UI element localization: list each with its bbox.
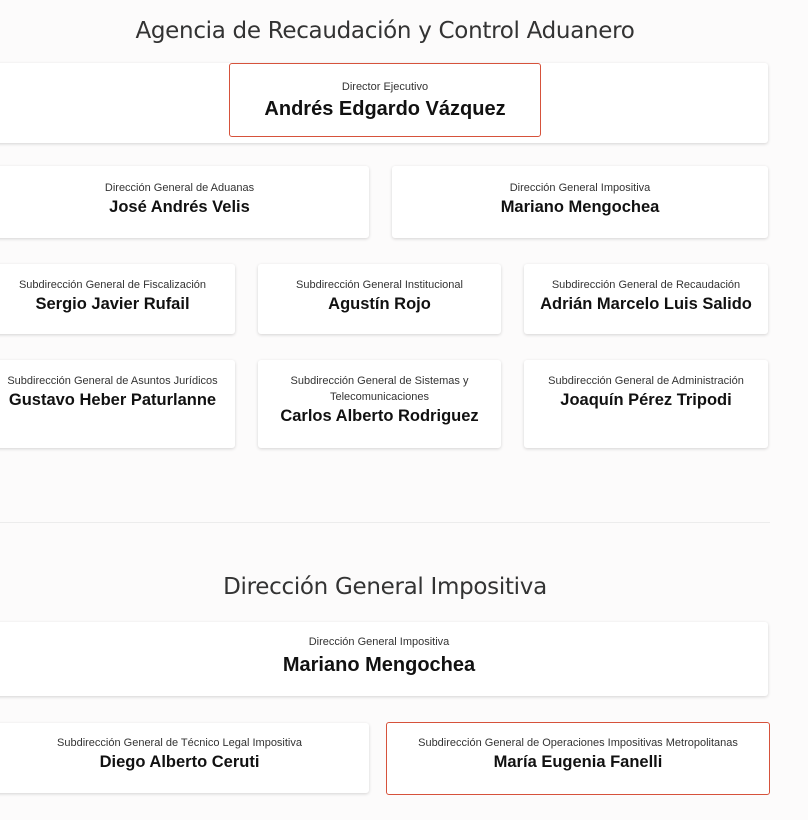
org-card-role: Dirección General Impositiva bbox=[509, 182, 651, 194]
org-card-impositiva[interactable] bbox=[392, 166, 768, 238]
org-card-recaudacion[interactable] bbox=[524, 264, 768, 334]
org-card-name: Agustín Rojo bbox=[328, 295, 431, 313]
org-card-name: Mariano Mengochea bbox=[500, 198, 660, 216]
org-card-name: Diego Alberto Ceruti bbox=[99, 753, 260, 771]
org-card-institucional[interactable] bbox=[258, 264, 501, 334]
org-card-role: Subdirección General de Operaciones Impositivas Metropolitanas bbox=[418, 737, 738, 749]
dgi-head-card[interactable] bbox=[0, 622, 768, 696]
agency-title: Agencia de Recaudación y Control Aduanero bbox=[135, 18, 635, 44]
org-card-tecnico-legal[interactable] bbox=[0, 723, 369, 793]
org-card-name: José Andrés Velis bbox=[109, 198, 250, 216]
org-card-role: Subdirección General de Administración bbox=[548, 375, 744, 387]
org-card-administracion[interactable] bbox=[524, 360, 768, 448]
org-card-sistemas[interactable] bbox=[258, 360, 501, 448]
org-card-asuntos-juridicos[interactable] bbox=[0, 360, 235, 448]
org-card-name: Joaquín Pérez Tripodi bbox=[560, 391, 732, 409]
org-card-role: Subdirección General de Técnico Legal Impositiva bbox=[57, 737, 302, 749]
dgi-head-name: Mariano Mengochea bbox=[282, 654, 476, 676]
org-card-operaciones-metropolitanas[interactable] bbox=[386, 722, 770, 795]
org-card-role: Subdirección General de Fiscalización bbox=[18, 279, 207, 291]
org-card-name: Carlos Alberto Rodriguez bbox=[280, 407, 479, 425]
director-card[interactable] bbox=[229, 63, 541, 137]
org-card-role: Subdirección General de Asuntos Jurídicos bbox=[7, 375, 218, 387]
dgi-head-role: Dirección General Impositiva bbox=[308, 636, 450, 648]
org-card-name: Adrián Marcelo Luis Salido bbox=[540, 295, 752, 313]
dgi-title: Dirección General Impositiva bbox=[223, 574, 547, 600]
director-role: Director Ejecutivo bbox=[341, 81, 429, 93]
org-card-role: Dirección General de Aduanas bbox=[104, 182, 255, 194]
section-divider bbox=[0, 522, 770, 523]
org-card-aduanas[interactable] bbox=[0, 166, 369, 238]
org-card-role: Subdirección General de Sistemas y Telecomunicaciones bbox=[290, 375, 469, 403]
org-card-name: María Eugenia Fanelli bbox=[493, 753, 663, 771]
org-card-role: Subdirección General de Recaudación bbox=[551, 279, 741, 291]
org-card-fiscalizacion[interactable] bbox=[0, 264, 235, 334]
org-card-name: Gustavo Heber Paturlanne bbox=[8, 391, 217, 409]
org-card-name: Sergio Javier Rufail bbox=[35, 295, 190, 313]
org-card-role: Subdirección General Institucional bbox=[296, 279, 463, 291]
director-name: Andrés Edgardo Vázquez bbox=[264, 98, 506, 120]
